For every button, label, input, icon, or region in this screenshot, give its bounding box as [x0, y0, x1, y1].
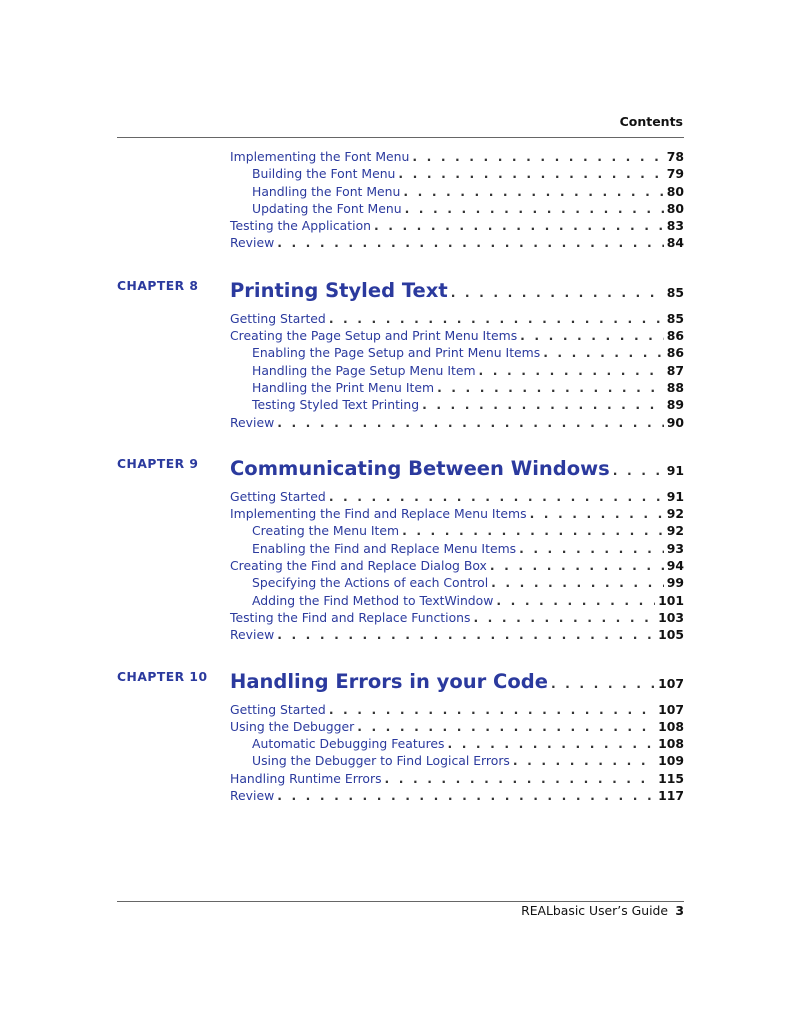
toc-entry[interactable] — [117, 770, 684, 787]
toc-entry[interactable] — [117, 200, 684, 217]
dot-leader — [513, 752, 655, 769]
chapter-page: 85 — [666, 284, 684, 300]
toc-entry-title[interactable]: Testing the Application — [230, 218, 372, 234]
chapter-page: 91 — [666, 462, 684, 478]
toc-entry-page: 85 — [666, 310, 684, 326]
toc-entry-page: 83 — [666, 218, 684, 234]
toc-entry[interactable] — [117, 148, 684, 165]
chapter-section — [117, 279, 684, 431]
toc-entry[interactable] — [117, 557, 684, 574]
dot-leader — [496, 592, 655, 609]
toc-entry-page: 92 — [666, 523, 684, 539]
toc-entry-page: 88 — [666, 379, 684, 395]
footer-book-title: REALbasic User’s Guide — [521, 903, 668, 918]
dot-leader — [329, 701, 655, 718]
toc-entry-title[interactable]: Review — [230, 627, 275, 643]
toc-entry-title[interactable]: Enabling the Page Setup and Print Menu Items — [252, 345, 541, 361]
toc-entry[interactable] — [117, 522, 684, 539]
toc-entry-title[interactable]: Handling the Page Setup Menu Item — [252, 362, 476, 378]
toc-entry-page: 86 — [666, 345, 684, 361]
chapter-label: CHAPTER 10 — [117, 669, 208, 684]
toc-entry-title[interactable]: Specifying the Actions of each Control — [252, 575, 489, 591]
toc-entry-page: 94 — [666, 558, 684, 574]
toc-entry-title[interactable]: Review — [230, 235, 275, 251]
toc-entry[interactable] — [117, 165, 684, 182]
toc-entry-page: 108 — [658, 718, 684, 734]
dot-leader — [402, 522, 664, 539]
table-of-contents — [117, 148, 684, 804]
toc-entry[interactable] — [117, 718, 684, 735]
toc-entry[interactable] — [117, 396, 684, 413]
toc-entry[interactable] — [117, 701, 684, 718]
chapter-section — [117, 457, 684, 644]
toc-entry-page: 80 — [666, 200, 684, 216]
toc-entry-title[interactable]: Automatic Debugging Features — [252, 736, 445, 752]
toc-entry[interactable] — [117, 609, 684, 626]
toc-entry[interactable] — [117, 626, 684, 643]
dot-leader — [277, 787, 655, 804]
toc-entry-title[interactable]: Adding the Find Method to TextWindow — [252, 592, 494, 608]
toc-entry-title[interactable]: Testing the Find and Replace Functions — [230, 609, 471, 625]
dot-leader — [329, 310, 664, 327]
dot-leader — [398, 165, 663, 182]
toc-entry-title[interactable]: Handling the Print Menu Item — [252, 379, 435, 395]
toc-entry[interactable] — [117, 310, 684, 327]
toc-entry[interactable] — [117, 344, 684, 361]
dot-leader — [329, 488, 664, 505]
toc-section — [117, 148, 684, 252]
chapter-section — [117, 670, 684, 805]
chapter-label: CHAPTER 8 — [117, 278, 199, 293]
toc-entry-page: 92 — [666, 506, 684, 522]
chapter-label: CHAPTER 9 — [117, 456, 199, 471]
dot-leader — [551, 676, 655, 691]
toc-entry[interactable] — [117, 735, 684, 752]
toc-entry-page: 117 — [658, 788, 684, 804]
dot-leader — [451, 285, 664, 300]
dot-leader — [357, 718, 655, 735]
toc-entry[interactable] — [117, 574, 684, 591]
toc-entry[interactable] — [117, 488, 684, 505]
toc-entry-page: 101 — [658, 592, 684, 608]
toc-entry-title[interactable]: Building the Font Menu — [252, 166, 396, 182]
dot-leader — [437, 379, 664, 396]
toc-entry-page: 84 — [666, 235, 684, 251]
chapter-page: 107 — [658, 675, 684, 691]
toc-entry[interactable] — [117, 234, 684, 251]
toc-entry-page: 80 — [666, 183, 684, 199]
dot-leader — [543, 344, 664, 361]
dot-leader — [385, 770, 656, 787]
toc-entry[interactable] — [117, 362, 684, 379]
toc-entry-page: 109 — [658, 753, 684, 769]
dot-leader — [405, 200, 664, 217]
toc-entry-title[interactable]: Creating the Menu Item — [252, 523, 400, 539]
toc-entry-title[interactable]: Getting Started — [230, 488, 326, 504]
dot-leader — [277, 234, 664, 251]
toc-entry-title[interactable]: Using the Debugger — [230, 718, 355, 734]
toc-entry-page: 89 — [666, 397, 684, 413]
dot-leader — [473, 609, 655, 626]
dot-leader — [277, 414, 664, 431]
toc-entry-title[interactable]: Getting Started — [230, 310, 326, 326]
dot-leader — [479, 362, 664, 379]
toc-entry[interactable] — [117, 183, 684, 200]
dot-leader — [520, 327, 664, 344]
footer-rule — [117, 901, 684, 902]
dot-leader — [613, 463, 664, 478]
toc-entry-title[interactable]: Implementing the Font Menu — [230, 149, 410, 164]
toc-entry-title[interactable]: Review — [230, 414, 275, 430]
toc-entry-title[interactable]: Testing Styled Text Printing — [252, 397, 420, 413]
toc-entry-title[interactable]: Using the Debugger to Find Logical Errors — [252, 753, 510, 769]
dot-leader — [530, 505, 664, 522]
toc-entry[interactable] — [117, 379, 684, 396]
toc-entry[interactable] — [117, 505, 684, 522]
chapter-title[interactable]: Printing Styled Text — [230, 278, 448, 302]
toc-entry-page: 108 — [658, 736, 684, 752]
toc-entry-page: 107 — [658, 701, 684, 717]
dot-leader — [447, 735, 655, 752]
footer-page-number: 3 — [675, 903, 684, 918]
chapter-title[interactable]: Communicating Between Windows — [230, 456, 610, 480]
toc-entry-title[interactable]: Handling Runtime Errors — [230, 770, 382, 786]
toc-entry-title[interactable]: Creating the Page Setup and Print Menu Items — [230, 328, 518, 344]
toc-entry-page: 78 — [666, 149, 684, 164]
dot-leader — [277, 626, 655, 643]
toc-entry-page: 87 — [666, 362, 684, 378]
toc-entry-page: 115 — [658, 770, 684, 786]
toc-entry-title[interactable]: Implementing the Find and Replace Menu Items — [230, 506, 527, 522]
toc-entry-page: 79 — [666, 166, 684, 182]
toc-entry[interactable] — [117, 217, 684, 234]
toc-entry-page: 90 — [666, 414, 684, 430]
toc-entry[interactable] — [117, 327, 684, 344]
dot-leader — [519, 540, 664, 557]
dot-leader — [374, 217, 664, 234]
chapter-title[interactable]: Handling Errors in your Code — [230, 669, 548, 693]
chapter-heading[interactable] — [117, 670, 684, 697]
toc-entry-page: 91 — [666, 488, 684, 504]
dot-leader — [422, 396, 664, 413]
toc-entry-title[interactable]: Getting Started — [230, 701, 326, 717]
dot-leader — [412, 148, 663, 165]
toc-entry-page: 99 — [666, 575, 684, 591]
toc-entry-page: 93 — [666, 540, 684, 556]
toc-entry-title[interactable]: Review — [230, 788, 275, 804]
header-rule — [117, 137, 684, 138]
toc-entry[interactable] — [117, 540, 684, 557]
toc-entry-page: 105 — [658, 627, 684, 643]
toc-entry[interactable] — [117, 752, 684, 769]
chapter-heading[interactable] — [117, 279, 684, 306]
dot-leader — [491, 574, 664, 591]
toc-entry[interactable] — [117, 414, 684, 431]
running-header-title: Contents — [619, 114, 683, 129]
toc-entry-title[interactable]: Creating the Find and Replace Dialog Box — [230, 558, 487, 574]
toc-entry-title[interactable]: Enabling the Find and Replace Menu Items — [252, 540, 517, 556]
chapter-heading[interactable] — [117, 457, 684, 484]
dot-leader — [403, 183, 663, 200]
dot-leader — [490, 557, 664, 574]
toc-entry-page: 103 — [658, 609, 684, 625]
toc-entry[interactable] — [117, 592, 684, 609]
toc-entry[interactable] — [117, 787, 684, 804]
toc-entry-title[interactable]: Updating the Font Menu — [252, 200, 402, 216]
toc-entry-title[interactable]: Handling the Font Menu — [252, 183, 401, 199]
toc-entry-page: 86 — [666, 328, 684, 344]
